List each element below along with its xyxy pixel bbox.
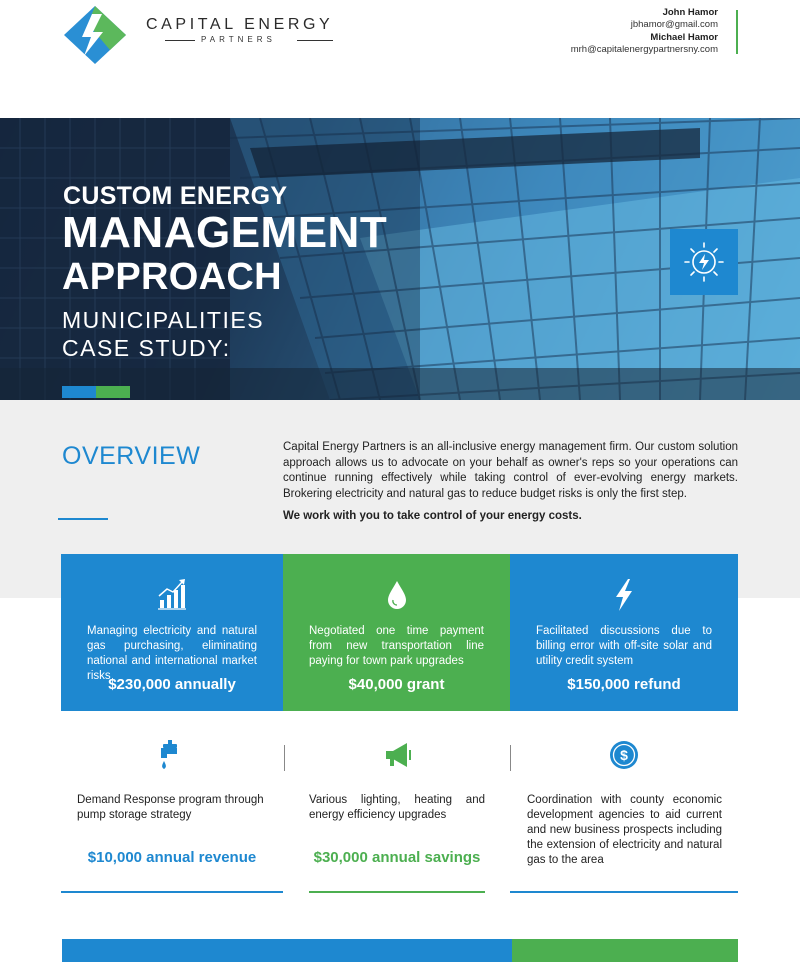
- card-value: $230,000 annually: [108, 676, 236, 693]
- footer-band-blue: [62, 939, 512, 962]
- overview-rule: [58, 518, 108, 520]
- brand-sub: PARTNERS: [201, 35, 276, 44]
- card-description: Facilitated discussions due to billing error with off-site solar and utility credit system: [536, 625, 712, 667]
- contact-name: John Hamor: [662, 7, 718, 18]
- stat-card: [510, 554, 738, 711]
- faucet-icon: [155, 738, 189, 772]
- water-drop-icon: [382, 578, 412, 612]
- energy-badge: [670, 229, 738, 295]
- card-value: $40,000 grant: [348, 676, 445, 693]
- contact-email[interactable]: jbhamor@gmail.com: [630, 19, 718, 30]
- dollar-coin-icon: [607, 738, 641, 772]
- stat-card: [283, 554, 510, 711]
- hero-title-line3: APPROACH: [62, 256, 282, 298]
- overview-emphasis: We work with you to take control of your energy costs.: [283, 510, 582, 522]
- contact-block: [571, 7, 718, 56]
- card-description: Managing electricity and natural gas purchasing, eliminating national and international market risks: [87, 625, 257, 682]
- hero-title-line2: MANAGEMENT: [62, 208, 388, 257]
- megaphone-icon: [381, 738, 415, 772]
- svg-text:$: $: [620, 747, 628, 763]
- bar-chart-icon: [157, 578, 187, 612]
- overview-title: OVERVIEW: [62, 442, 201, 470]
- sun-bolt-icon: [670, 229, 738, 295]
- contact-email[interactable]: mrh@capitalenergypartnersny.com: [570, 44, 718, 55]
- accent-bar-green: [96, 386, 130, 398]
- hero-subtitle-line1: MUNICIPALITIES: [62, 307, 265, 333]
- lower-stat-value: $30,000 annual savings: [313, 849, 481, 866]
- lower-stat-rule: [61, 891, 283, 893]
- lower-stat-value: $10,000 annual revenue: [87, 849, 257, 866]
- column-divider: [284, 745, 285, 771]
- brand-rule-left: [165, 40, 195, 41]
- hero-title-line1: CUSTOM ENERGY: [63, 182, 288, 210]
- brand-name: CAPITAL ENERGY: [146, 16, 334, 33]
- lower-stat-description: Coordination with county economic development agencies to aid current and new business prospects including the extension of electricity and natural gas to the area: [527, 794, 722, 866]
- lower-stat-description: Various lighting, heating and energy efficiency upgrades: [309, 794, 485, 821]
- lower-stat-description: Demand Response program through pump storage strategy: [77, 794, 264, 821]
- accent-bar-blue: [62, 386, 96, 398]
- hero-subtitle-line2: CASE STUDY:: [62, 335, 231, 361]
- lightning-icon: [609, 578, 639, 612]
- brand-rule-right: [297, 40, 333, 41]
- contact-name: Michael Hamor: [650, 32, 718, 43]
- lower-stat-rule: [309, 891, 485, 893]
- page-header: [0, 0, 800, 118]
- card-value: $150,000 refund: [567, 676, 681, 693]
- company-logo-icon: [62, 4, 128, 66]
- footer-band-green: [512, 939, 738, 962]
- column-divider: [510, 745, 511, 771]
- contact-accent-bar: [736, 10, 738, 54]
- card-description: Negotiated one time payment from new transportation line paying for town park upgrades: [309, 625, 484, 667]
- lower-stat-rule: [510, 891, 738, 893]
- overview-body: Capital Energy Partners is an all-inclusive energy management firm. Our custom solution approach allows us to advocate on your behalf as owner's reps so your operations can continue running effectively while taking control of ever-evolving energy markets. Brokering electricity and natural gas to reduce budget risks is only the first step.: [283, 441, 738, 500]
- brand-sub-row: [165, 35, 333, 47]
- stat-card: [61, 554, 283, 711]
